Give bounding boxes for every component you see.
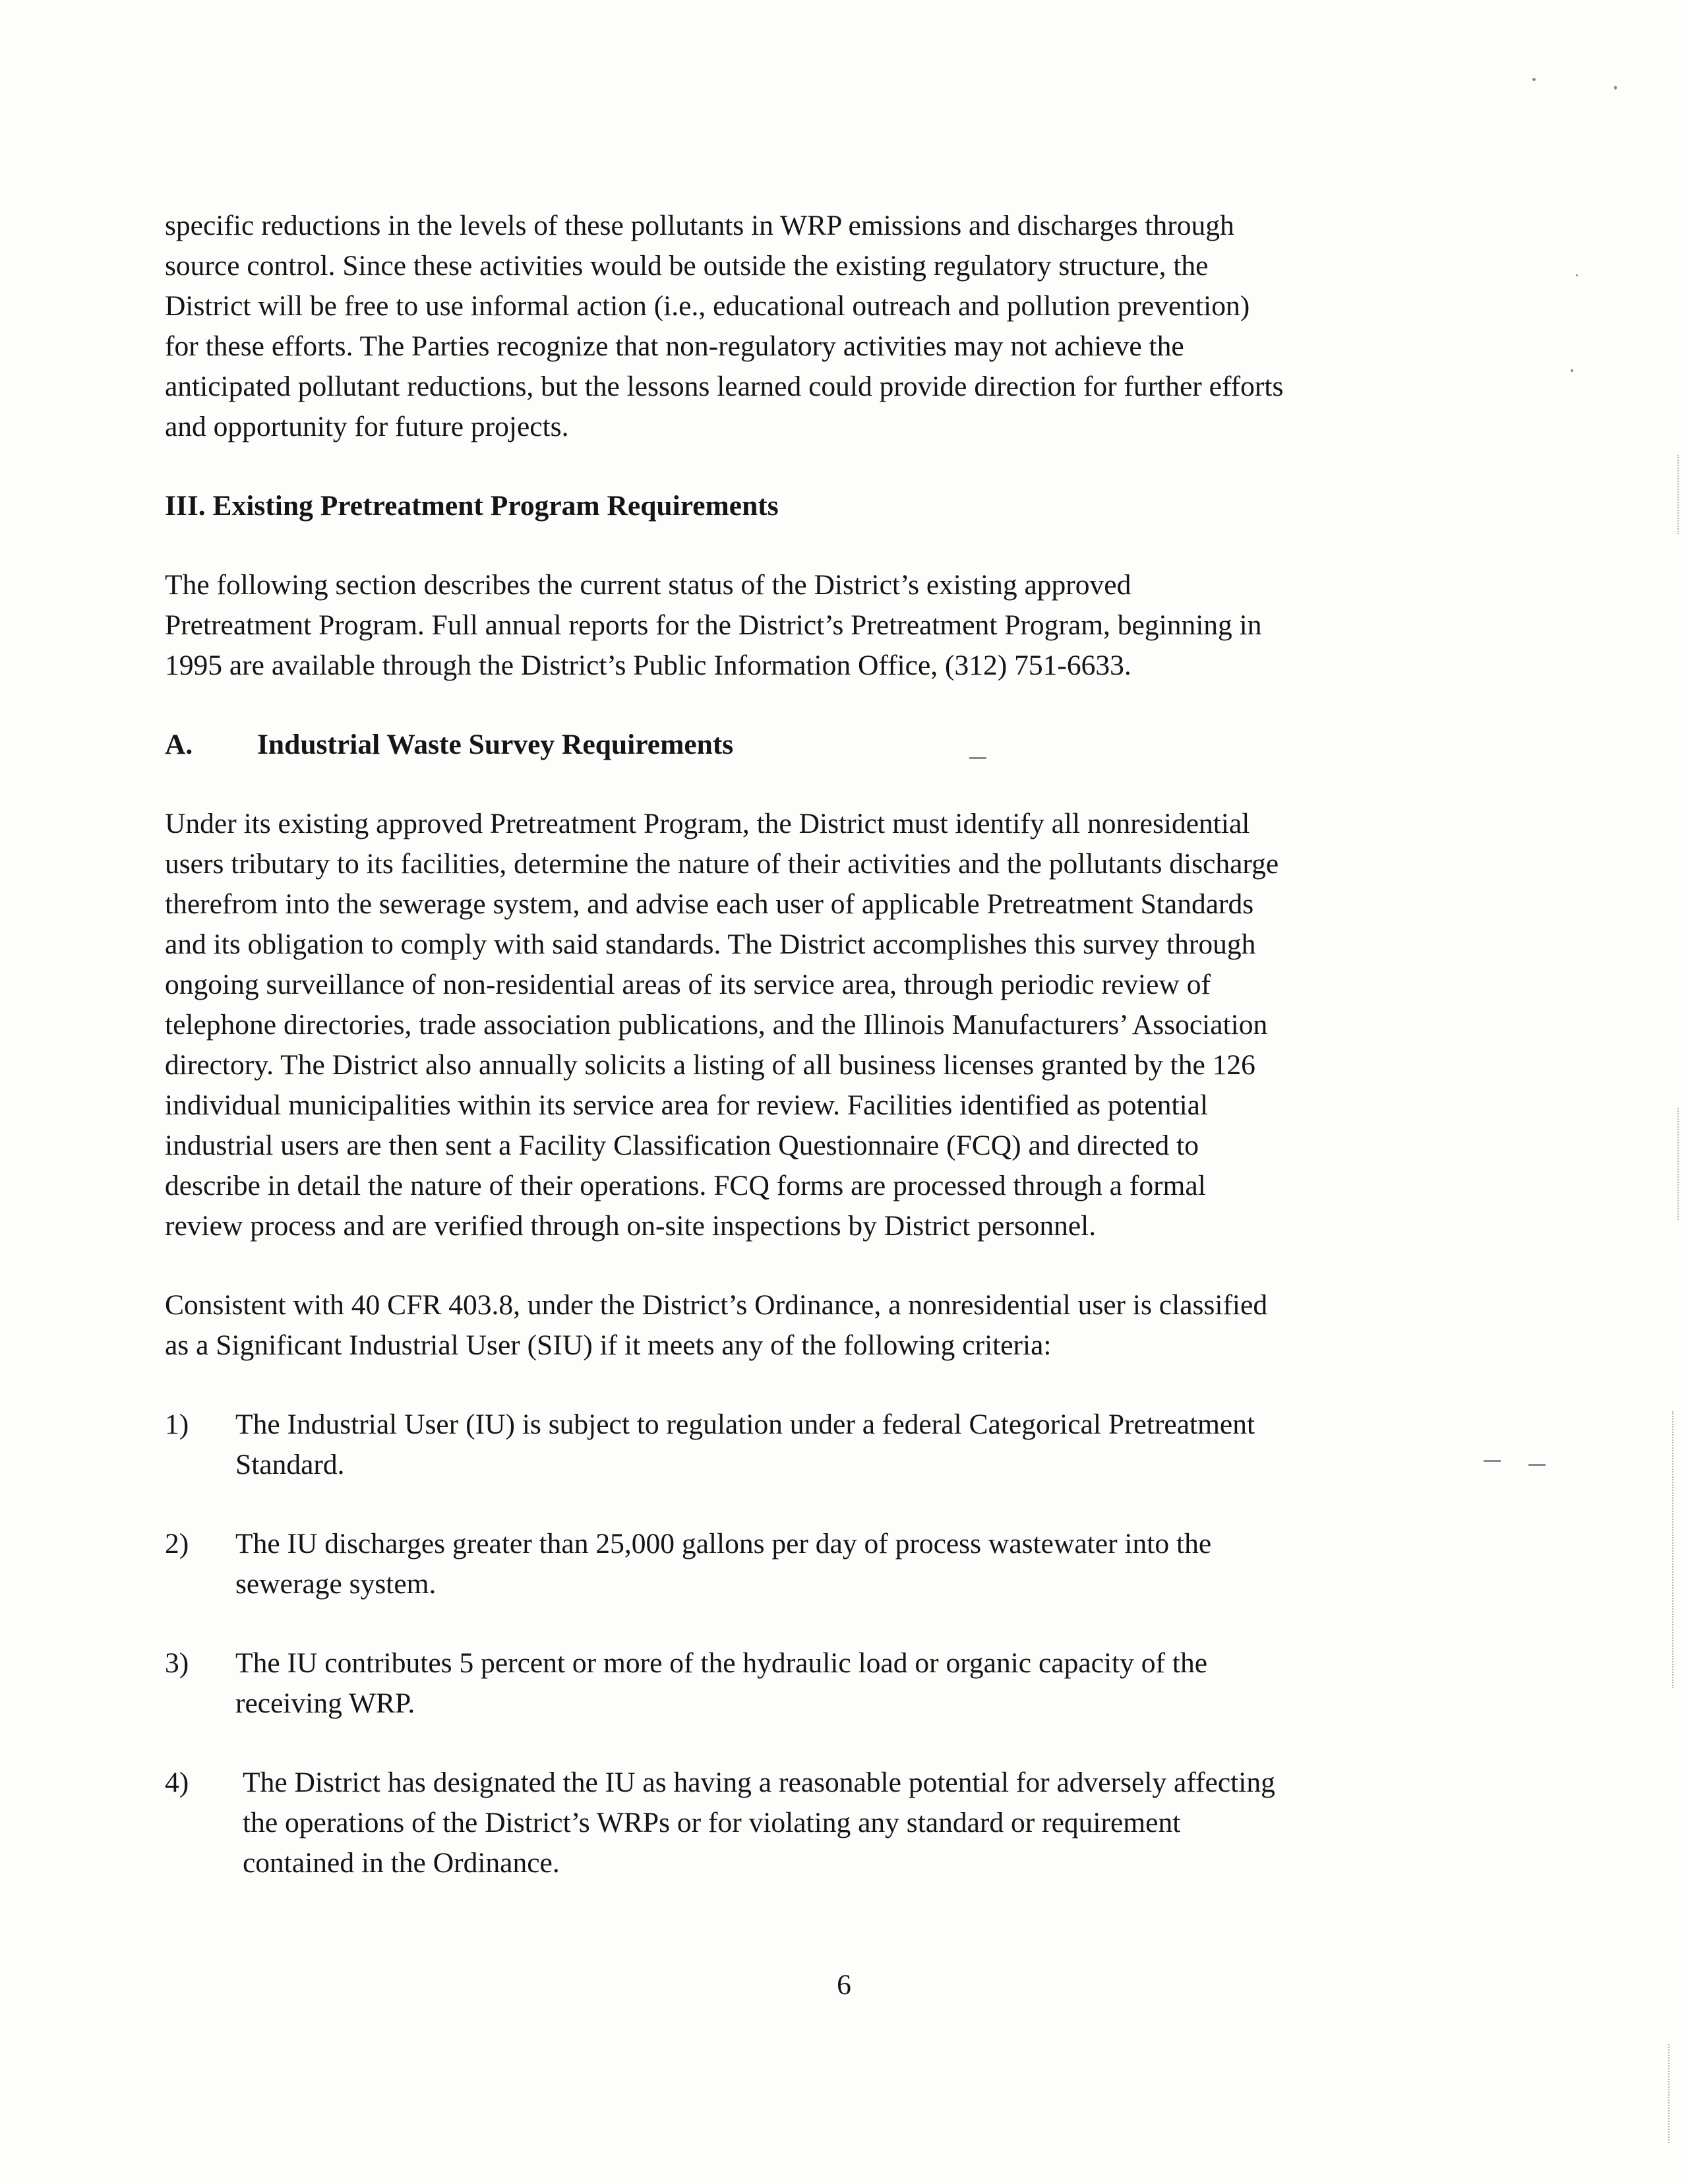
text-line: The IU discharges greater than 25,000 gallons per day of process wastewater into the xyxy=(235,1528,1212,1560)
text-line: specific reductions in the levels of these pollutants in WRP emissions and discharges through xyxy=(165,210,1234,241)
text-line: ongoing surveillance of non-residential areas of its service area, through periodic review of xyxy=(165,969,1211,1000)
text-line: contained in the Ordinance. xyxy=(243,1847,560,1879)
text-line: for these efforts. The Parties recognize that non-regulatory activities may not achieve the xyxy=(165,330,1184,362)
scan-edge-marks xyxy=(1668,2044,1671,2143)
text-line: The IU contributes 5 percent or more of the hydraulic load or organic capacity of the xyxy=(235,1647,1208,1679)
document-body xyxy=(165,206,1457,1883)
intro-paragraph xyxy=(165,206,1457,447)
text-line: users tributary to its facilities, determine the nature of their activities and the pollutants discharge xyxy=(165,848,1279,880)
list-item-text xyxy=(235,1643,1457,1724)
list-item xyxy=(165,1405,1457,1485)
criteria-intro-paragraph xyxy=(165,1285,1457,1366)
text-line: The District has designated the IU as having a reasonable potential for adversely affecting xyxy=(243,1767,1275,1798)
text-line: individual municipalities within its service area for review. Facilities identified as potential xyxy=(165,1089,1209,1121)
text-line: directory. The District also annually solicits a listing of all business licenses granted by the 126 xyxy=(165,1049,1255,1081)
scan-speck xyxy=(1532,78,1536,81)
scan-speck xyxy=(1528,1464,1546,1466)
list-item-text xyxy=(235,1524,1457,1604)
text-line: industrial users are then sent a Facility Classification Questionnaire (FCQ) and directed to xyxy=(165,1130,1199,1161)
text-line: Pretreatment Program. Full annual reports for the District’s Pretreatment Program, beginning in xyxy=(165,609,1262,641)
text-line: anticipated pollutant reductions, but the lessons learned could provide direction for further efforts xyxy=(165,371,1284,402)
list-item xyxy=(165,1524,1457,1604)
text-line: 1995 are available through the District’s Public Information Office, (312) 751-6633. xyxy=(165,650,1131,681)
text-line: as a Significant Industrial User (SIU) if it meets any of the following criteria: xyxy=(165,1329,1052,1361)
text-line: source control. Since these activities would be outside the existing regulatory structure, the xyxy=(165,250,1209,282)
scan-speck xyxy=(1576,274,1578,276)
text-line: and opportunity for future projects. xyxy=(165,411,569,442)
text-line: therefrom into the sewerage system, and advise each user of applicable Pretreatment Standards xyxy=(165,888,1254,920)
text-line: The Industrial User (IU) is subject to regulation under a federal Categorical Pretreatment xyxy=(235,1409,1255,1440)
section-heading: III. Existing Pretreatment Program Requirements xyxy=(165,490,779,522)
scan-edge-marks xyxy=(1677,1108,1680,1220)
section-intro-paragraph xyxy=(165,565,1457,686)
scan-edge-marks xyxy=(1677,455,1680,534)
text-line: review process and are verified through on-site inspections by District personnel. xyxy=(165,1210,1097,1242)
criteria-list xyxy=(165,1405,1457,1883)
list-item-number: 1) xyxy=(165,1409,189,1440)
text-line: describe in detail the nature of their operations. FCQ forms are processed through a formal xyxy=(165,1170,1206,1201)
scan-speck xyxy=(1571,369,1573,372)
list-item-text xyxy=(235,1405,1457,1485)
list-item-number: 4) xyxy=(165,1767,189,1798)
scan-edge-marks xyxy=(1672,1411,1675,1688)
text-line: and its obligation to comply with said standards. The District accomplishes this survey through xyxy=(165,928,1256,960)
list-item-text xyxy=(243,1763,1457,1883)
page-number: 6 xyxy=(837,1969,851,2001)
text-line: Standard. xyxy=(235,1449,345,1480)
scan-speck xyxy=(1614,86,1617,90)
list-item-number: 2) xyxy=(165,1528,189,1560)
text-line: Consistent with 40 CFR 403.8, under the District’s Ordinance, a nonresidential user is classified xyxy=(165,1289,1268,1321)
text-line: the operations of the District’s WRPs or for violating any standard or requirement xyxy=(243,1807,1181,1838)
list-item xyxy=(165,1643,1457,1724)
scan-speck xyxy=(1484,1460,1501,1462)
text-line: receiving WRP. xyxy=(235,1687,415,1719)
list-item-number: 3) xyxy=(165,1647,189,1679)
list-item xyxy=(165,1763,1457,1883)
subsection-heading xyxy=(165,725,1457,765)
text-line: sewerage system. xyxy=(235,1568,437,1600)
survey-paragraph xyxy=(165,804,1457,1246)
subsection-title: Industrial Waste Survey Requirements xyxy=(257,729,734,760)
text-line: telephone directories, trade association publications, and the Illinois Manufacturers’ Association xyxy=(165,1009,1268,1041)
text-line: Under its existing approved Pretreatment Program, the District must identify all nonresidential xyxy=(165,808,1250,839)
subsection-label: A. xyxy=(165,729,193,760)
text-line: The following section describes the current status of the District’s existing approved xyxy=(165,569,1131,601)
text-line: District will be free to use informal action (i.e., educational outreach and pollution prevention) xyxy=(165,290,1250,322)
